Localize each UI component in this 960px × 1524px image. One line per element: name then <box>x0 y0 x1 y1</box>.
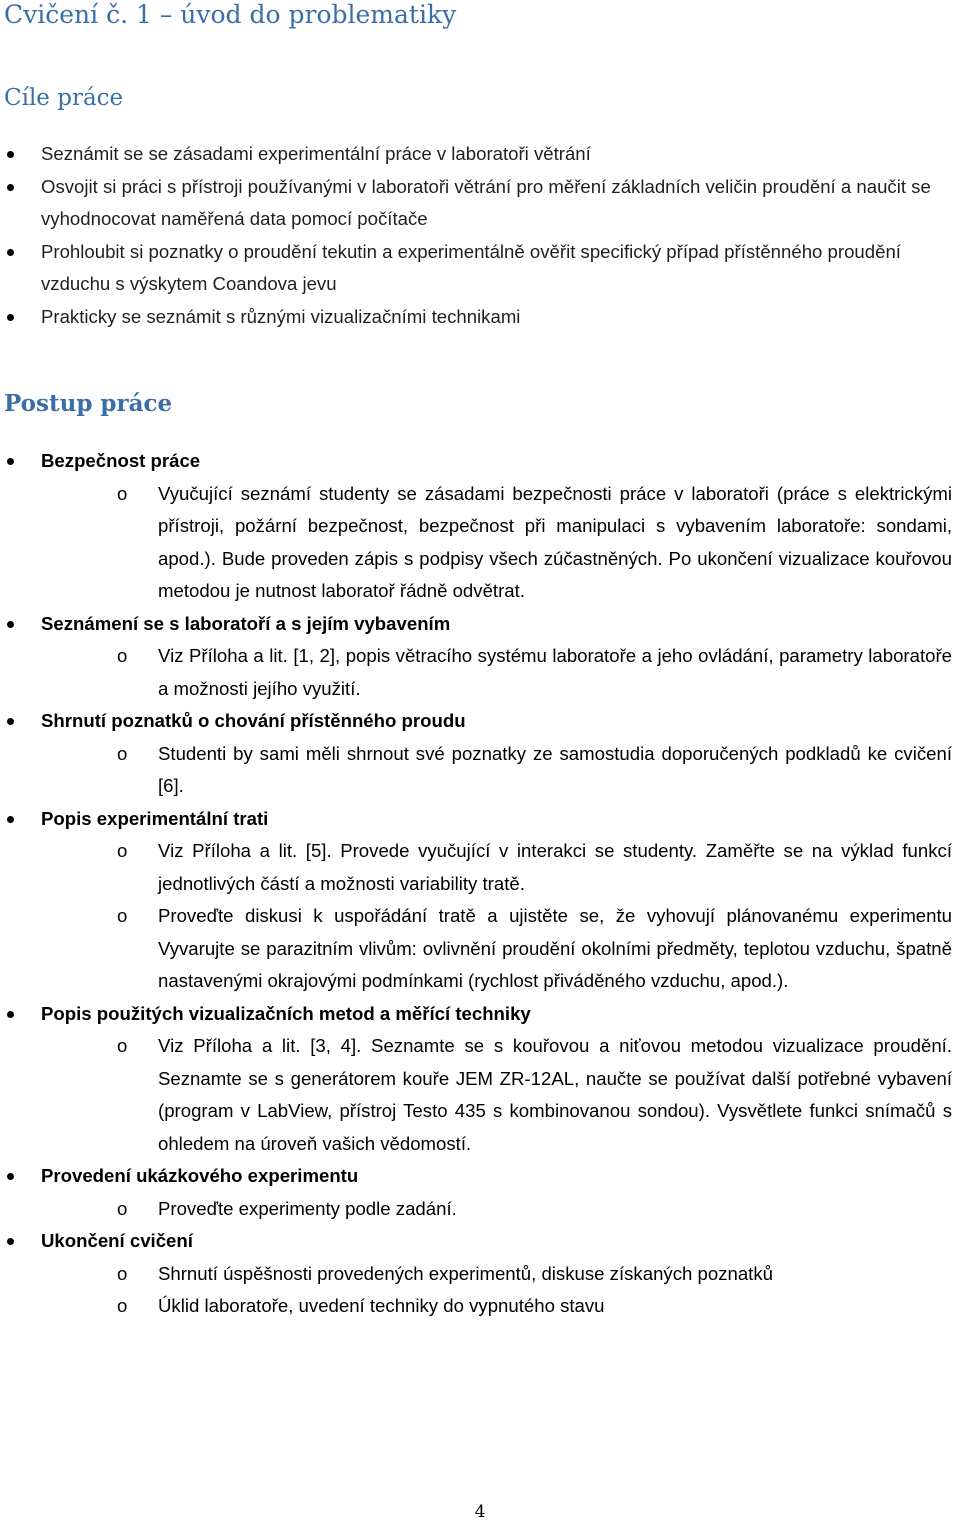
goals-list <box>0 138 960 333</box>
step-detail <box>41 900 956 998</box>
steps-heading: Postup práce <box>4 390 173 417</box>
sub-bullet-icon: o <box>117 482 128 504</box>
step-detail <box>41 1030 956 1160</box>
sub-bullet-icon: o <box>117 905 128 926</box>
sub-bullet-icon: o <box>117 840 128 861</box>
page-number: 4 <box>474 1502 486 1522</box>
step-item <box>0 705 960 803</box>
goal-item <box>0 171 960 236</box>
goal-text: Prohloubit si poznatky o proudění tekutin a experimentálně ověřit specifický případ přístěnného proudění vzduchu s výskytem Coandova jevu <box>41 240 901 294</box>
step-detail-text: Viz Příloha a lit. [3, 4]. Seznamte se s kouřovou a niťovou metodou vizualizace proudění. Seznamte se s generátorem kouře JEM ZR-12AL, naučte se používat další potřebné vybavení (program v LabView, přístroj Testo 435 s kombinovanou sondou). Vysvětlete funkci snímačů s ohledem na úroveň vašich vědomostí. <box>158 1035 952 1154</box>
step-item <box>0 608 960 706</box>
steps-list <box>0 445 960 1323</box>
bullet-icon <box>7 314 14 321</box>
bullet-icon <box>7 1011 14 1018</box>
step-detail <box>41 1193 956 1226</box>
step-detail-text: Vyučující seznámí studenty se zásadami bezpečnosti práce v laboratoři (práce s elektrickými přístroji, požární bezpečnost, bezpečnost při manipulaci s vybavením laboratoře: sondami, apod.). Bude proveden zápis s podpisy všech zúčastněných. Po ukončení vizualizace kouřovou metodou je nutnost laboratoř řádně odvětrat. <box>158 482 952 601</box>
goal-text: Osvojit si práci s přístroji používanými v laboratoři větrání pro měření základních veličin proudění a naučit se vyhodnocovat naměřená data pomocí počítače <box>41 175 931 229</box>
goal-text: Prakticky se seznámit s různými vizualizačními technikami <box>41 305 521 327</box>
step-detail-text: Proveďte diskusi k uspořádání tratě a ujistěte se, že vyhovují plánovanému experimentu Vyvarujte se parazitním vlivům: ovlivnění proudění okolními předměty, teplotou vzduchu, špatně nastavenými okrajovými podmínkami (rychlost přiváděného vzduchu, apod.). <box>158 905 952 991</box>
bullet-icon <box>7 621 14 628</box>
step-detail-text: Shrnutí úspěšnosti provedených experimentů, diskuse získaných poznatků <box>158 1262 773 1284</box>
step-detail-text: Úklid laboratoře, uvedení techniky do vypnutého stavu <box>158 1295 605 1316</box>
goal-item <box>0 138 960 171</box>
step-detail-text: Viz Příloha a lit. [1, 2], popis větracího systému laboratoře a jeho ovládání, parametry laboratoře a možnosti jejího využití. <box>158 645 952 699</box>
step-detail <box>41 478 956 608</box>
goal-item <box>0 236 960 301</box>
step-detail <box>41 835 956 900</box>
step-item <box>0 1225 960 1323</box>
step-item <box>0 445 960 608</box>
step-item <box>0 803 960 998</box>
step-detail <box>41 1258 956 1291</box>
goal-text: Seznámit se se zásadami experimentální práce v laboratoři větrání <box>41 143 591 164</box>
sub-bullet-icon: o <box>117 1295 128 1316</box>
step-detail-text: Proveďte experimenty podle zadání. <box>158 1197 457 1219</box>
step-detail <box>41 738 956 803</box>
sub-bullet-icon: o <box>117 742 128 764</box>
step-detail-text: Viz Příloha a lit. [5]. Provede vyučující v interakci se studenty. Zaměřte se na výklad funkcí jednotlivých částí a možnosti variability tratě. <box>158 840 952 894</box>
step-heading: Bezpečnost práce <box>41 450 201 471</box>
bullet-icon <box>7 718 14 725</box>
bullet-icon <box>7 249 14 256</box>
sub-bullet-icon: o <box>117 1197 128 1219</box>
sub-bullet-icon: o <box>117 645 128 666</box>
goals-heading: Cíle práce <box>4 85 124 111</box>
step-heading: Popis použitých vizualizačních metod a měřící techniky <box>41 1002 531 1024</box>
step-detail <box>41 1290 956 1323</box>
step-item <box>0 998 960 1161</box>
bullet-icon <box>7 816 14 823</box>
step-detail-text: Studenti by sami měli shrnout své poznatky ze samostudia doporučených podkladů ke cvičení [6]. <box>158 742 952 796</box>
step-heading: Seznámení se s laboratoří a s jejím vybavením <box>41 612 451 634</box>
bullet-icon <box>7 151 14 158</box>
step-heading: Ukončení cvičení <box>41 1230 193 1251</box>
step-detail <box>41 640 956 705</box>
sub-bullet-icon: o <box>117 1262 128 1284</box>
step-heading: Shrnutí poznatků o chování přístěnného proudu <box>41 710 466 731</box>
bullet-icon <box>7 184 14 191</box>
document-title: Cvičení č. 1 – úvod do problematiky <box>4 0 457 29</box>
bullet-icon <box>7 1238 14 1245</box>
step-heading: Popis experimentální trati <box>41 807 269 829</box>
bullet-icon <box>7 458 14 465</box>
goal-item <box>0 301 960 334</box>
step-heading: Provedení ukázkového experimentu <box>41 1165 359 1186</box>
sub-bullet-icon: o <box>117 1035 128 1056</box>
step-item <box>0 1160 960 1225</box>
bullet-icon <box>7 1173 14 1180</box>
